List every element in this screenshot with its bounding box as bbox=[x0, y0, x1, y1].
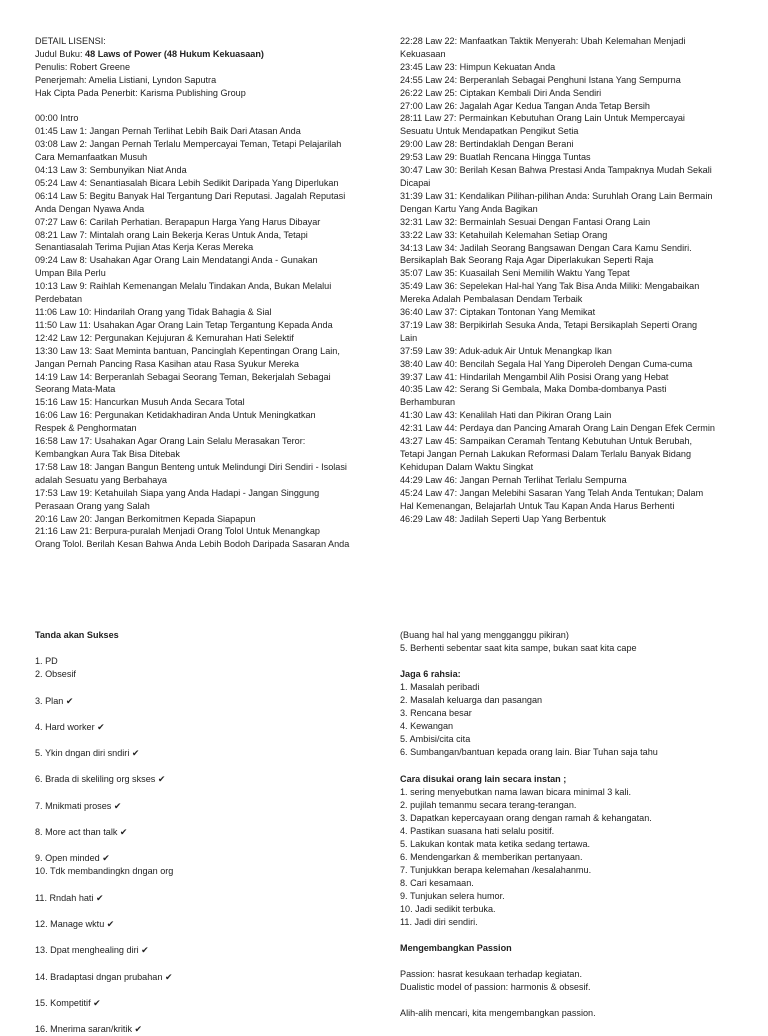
passion-model: Dualistic model of passion: harmonis & obsesif. bbox=[400, 982, 591, 993]
law-line: Senantiasalah Terima Pujian Atas Kerja Keras Mereka bbox=[35, 242, 254, 253]
law-line: 33:22 Law 33: Ketahuilah Kelemahan Setiap Orang bbox=[400, 229, 608, 240]
liked-item: 10. Jadi sedikit terbuka. bbox=[400, 903, 496, 914]
success-sign-item: 11. Rndah hati ✔ bbox=[35, 892, 104, 903]
law-line: Jangan Pernah Pancing Rasa Kasihan atau Rasa Syukur Mereka bbox=[35, 358, 299, 369]
law-line: 06:14 Law 5: Begitu Banyak Hal Tergantung Dari Reputasi. Jagalah Reputasi bbox=[35, 190, 346, 201]
law-line: 34:13 Law 34: Jadilah Seorang Bangsawan Dengan Cara Kamu Sendiri. bbox=[400, 242, 692, 253]
success-sign-item: 8. More act than talk ✔ bbox=[35, 827, 128, 838]
liked-item: 5. Lakukan kontak mata ketika sedang tertawa. bbox=[400, 838, 591, 849]
law-line: 23:45 Law 23: Himpun Kekuatan Anda bbox=[400, 61, 556, 72]
law-line: 30:47 Law 30: Berilah Kesan Bahwa Prestasi Anda Tampaknya Mudah Sekali bbox=[400, 165, 712, 176]
law-line: 09:24 Law 8: Usahakan Agar Orang Lain Mendatangi Anda - Gunakan bbox=[35, 255, 318, 266]
license-header: DETAIL LISENSI: bbox=[35, 36, 106, 46]
law-line: 11:50 Law 11: Usahakan Agar Orang Lain Tetap Tergantung Kepada Anda bbox=[35, 319, 333, 330]
liked-list bbox=[400, 786, 740, 929]
success-sign-item: 10. Tdk membandingkn dngan org bbox=[35, 866, 174, 877]
law-line: Dengan Kartu Yang Anda Bagikan bbox=[400, 203, 538, 214]
law-line: 14:19 Law 14: Berperanlah Sebagai Seorang Teman, Bekerjalah Sebagai bbox=[35, 371, 331, 382]
page1-right-column bbox=[400, 35, 740, 525]
law-line: 45:24 Law 47: Jangan Melebihi Sasaran Yang Telah Anda Tentukan; Dalam bbox=[400, 487, 704, 498]
law-line: Bersikaplah Bak Seorang Raja Agar Diperlakukan Seperti Raja bbox=[400, 255, 654, 266]
law-line: 16:58 Law 17: Usahakan Agar Orang Lain Selalu Merasakan Teror: bbox=[35, 436, 306, 447]
law-line: 31:39 Law 31: Kendalikan Pilihan-pilihan Anda: Suruhlah Orang Lain Bermain bbox=[400, 190, 713, 201]
passion-definition: Passion: hasrat kesukaan terhadap kegiatan. bbox=[400, 969, 582, 980]
secret-item: 4. Kewangan bbox=[400, 721, 454, 732]
success-sign-item: 13. Dpat menghealing diri ✔ bbox=[35, 945, 149, 956]
law-line: 22:28 Law 22: Manfaatkan Taktik Menyerah: Ubah Kelemahan Menjadi bbox=[400, 36, 686, 46]
law-line: Berhamburan bbox=[400, 397, 456, 408]
intro-lines bbox=[400, 629, 740, 655]
law-line: 36:40 Law 37: Ciptakan Tontonan Yang Memikat bbox=[400, 307, 596, 318]
law-line: 37:19 Law 38: Berpikirlah Sesuka Anda, Tetapi Bersikaplah Seperti Orang bbox=[400, 319, 698, 330]
law-line: 24:55 Law 24: Berperanlah Sebagai Penghuni Istana Yang Sempurna bbox=[400, 74, 681, 85]
secret-item: 3. Rencana besar bbox=[400, 708, 472, 719]
liked-item: 1. sering menyebutkan nama lawan bicara minimal 3 kali. bbox=[400, 786, 631, 797]
liked-item: 3. Dapatkan kepercayaan orang dengan ramah & kehangatan. bbox=[400, 812, 652, 823]
law-list-right bbox=[400, 35, 740, 525]
law-line: 41:30 Law 43: Kenalilah Hati dan Pikiran Orang Lain bbox=[400, 410, 612, 421]
success-sign-item: 7. Mnikmati proses ✔ bbox=[35, 800, 122, 811]
law-line: 03:08 Law 2: Jangan Pernah Terlalu Mempercayai Teman, Tetapi Pelajarilah bbox=[35, 139, 342, 150]
law-line: 08:21 Law 7: Mintalah orang Lain Bekerja Keras Untuk Anda, Tetapi bbox=[35, 229, 308, 240]
law-line: 10:13 Law 9: Raihlah Kemenangan Melalu Tindakan Anda, Bukan Melalui bbox=[35, 281, 332, 292]
success-signs-title: Tanda akan Sukses bbox=[35, 630, 119, 640]
law-line: Respek & Penghormatan bbox=[35, 423, 137, 434]
law-line: 35:07 Law 35: Kuasailah Seni Memilih Waktu Yang Tepat bbox=[400, 268, 630, 279]
liked-item: 7. Tunjukkan berapa kelemahan /kesalahanmu. bbox=[400, 864, 592, 875]
law-line: Umpan Bila Perlu bbox=[35, 268, 106, 279]
law-line: 16:06 Law 16: Pergunakan Ketidakhadiran Anda Untuk Meningkatkan bbox=[35, 410, 316, 421]
law-line: Seorang Mata-Mata bbox=[35, 384, 116, 395]
law-line: Anda Dengan Nyawa Anda bbox=[35, 203, 145, 214]
law-line: Sesuatu Untuk Mendapatkan Pengikut Setia bbox=[400, 126, 579, 137]
law-line: 29:00 Law 28: Bertindaklah Dengan Berani bbox=[400, 139, 574, 150]
success-sign-item: 5. Ykin dngan diri sndiri ✔ bbox=[35, 748, 140, 759]
success-sign-item: 3. Plan ✔ bbox=[35, 695, 74, 706]
success-sign-item: 2. Obsesif bbox=[35, 669, 76, 680]
law-line: Tetapi Jangan Pernah Lakukan Reformasi Dalam Terlalu Banyak Bidang bbox=[400, 449, 692, 459]
law-line: Cara Memanfaatkan Musuh bbox=[35, 152, 148, 163]
intro-line: (Buang hal hal yang mengganggu pikiran) bbox=[400, 630, 569, 640]
intro-line: 5. Berhenti sebentar saat kita sampe, bukan saat kita cape bbox=[400, 643, 637, 653]
law-line: 35:49 Law 36: Sepelekan Hal-hal Yang Tak Bisa Anda Miliki: Mengabaikan bbox=[400, 281, 700, 292]
law-line: 38:40 Law 40: Bencilah Segala Hal Yang Diperoleh Dengan Cuma-cuma bbox=[400, 358, 693, 369]
law-line: Dicapai bbox=[400, 177, 431, 188]
book-prefix: Judul Buku: bbox=[35, 48, 86, 59]
page2-right-column bbox=[400, 629, 740, 1020]
law-line: 20:16 Law 20: Jangan Berkomitmen Kepada Siapapun bbox=[35, 513, 256, 524]
law-line: Perdebatan bbox=[35, 294, 83, 305]
success-sign-item: 9. Open minded ✔ bbox=[35, 853, 110, 864]
success-signs-list bbox=[35, 642, 375, 1036]
law-line: Orang Tolol. Berilah Kesan Bahwa Anda Lebih Bodoh Daripada Sasaran Anda bbox=[35, 539, 350, 550]
law-line: 46:29 Law 48: Jadilah Seperti Uap Yang Berbentuk bbox=[400, 513, 606, 524]
liked-item: 11. Jadi diri sendiri. bbox=[400, 916, 478, 927]
book-title: 48 Laws of Power (48 Hukum Kekuasaan) bbox=[85, 48, 264, 59]
success-sign-item: 6. Brada di skeliling org skses ✔ bbox=[35, 774, 166, 785]
law-line: Mereka Adalah Pembalasan Dendam Terbaik bbox=[400, 294, 583, 305]
copyright-line: Hak Cipta Pada Penerbit: Karisma Publishing Group bbox=[35, 87, 246, 98]
law-line: 40:35 Law 42: Serang Si Gembala, Maka Domba-dombanya Pasti bbox=[400, 384, 667, 395]
law-line: 05:24 Law 4: Senantiasalah Bicara Lebih Sedikit Daripada Yang Diperlukan bbox=[35, 177, 339, 188]
secrets-list bbox=[400, 681, 740, 759]
liked-title: Cara disukai orang lain secara instan ; bbox=[400, 773, 567, 784]
law-line: 11:06 Law 10: Hindarilah Orang yang Tidak Bahagia & Sial bbox=[35, 307, 272, 318]
law-line: Kehidupan Dalam Waktu Singkat bbox=[400, 461, 534, 472]
success-sign-item: 15. Kompetitif ✔ bbox=[35, 997, 101, 1008]
author-line: Penulis: Robert Greene bbox=[35, 61, 131, 72]
success-sign-item: 4. Hard worker ✔ bbox=[35, 721, 105, 732]
liked-item: 8. Cari kesamaan. bbox=[400, 877, 474, 888]
law-line: Kekuasaan bbox=[400, 48, 446, 59]
law-line: 32:31 Law 32: Bermainlah Sesuai Dengan Fantasi Orang Lain bbox=[400, 216, 651, 227]
law-line: 00:00 Intro bbox=[35, 113, 79, 124]
liked-item: 2. pujilah temanmu secara terang-terangan. bbox=[400, 799, 577, 810]
page2-left-column bbox=[35, 629, 375, 1036]
law-line: 43:27 Law 45: Sampaikan Ceramah Tentang Kebutuhan Untuk Berubah, bbox=[400, 436, 693, 447]
law-line: Kembangkan Aura Tak Bisa Ditebak bbox=[35, 448, 180, 459]
passion-last: Alih-alih mencari, kita mengembangkan passion. bbox=[400, 1008, 596, 1019]
law-line: 07:27 Law 6: Carilah Perhatian. Berapapun Harga Yang Harus Dibayar bbox=[35, 216, 321, 227]
law-line: Hal Kemenangan, Belajarlah Untuk Tau Kapan Anda Harus Berhenti bbox=[400, 500, 675, 511]
law-line: 39:37 Law 41: Hindarilah Mengambil Alih Posisi Orang yang Hebat bbox=[400, 371, 669, 382]
law-line: adalah Sesuatu yang Berbahaya bbox=[35, 474, 167, 485]
success-sign-item: 16. Mnerima saran/kritik ✔ bbox=[35, 1024, 143, 1035]
law-line: 37:59 Law 39: Aduk-aduk Air Untuk Menangkap Ikan bbox=[400, 345, 612, 356]
law-line: Lain bbox=[400, 332, 418, 343]
law-line: 01:45 Law 1: Jangan Pernah Terlihat Lebih Baik Dari Atasan Anda bbox=[35, 126, 301, 137]
translator-line: Penerjemah: Amelia Listiani, Lyndon Saputra bbox=[35, 74, 217, 85]
law-line: 12:42 Law 12: Pergunakan Kejujuran & Kemurahan Hati Selektif bbox=[35, 332, 294, 343]
page1-left-column bbox=[35, 35, 375, 551]
law-line: 15:16 Law 15: Hancurkan Musuh Anda Secara Total bbox=[35, 397, 245, 408]
book-title-line bbox=[35, 48, 375, 61]
law-line: 28:11 Law 27: Permainkan Kebutuhan Orang Lain Untuk Mempercayai bbox=[400, 113, 685, 124]
law-line: 13:30 Law 13: Saat Meminta bantuan, Pancinglah Kepentingan Orang Lain, bbox=[35, 345, 340, 356]
secrets-title: Jaga 6 rahsia: bbox=[400, 669, 461, 680]
law-line: 44:29 Law 46: Jangan Pernah Terlihat Terlalu Sempurna bbox=[400, 474, 627, 485]
liked-item: 9. Tunjukan selera humor. bbox=[400, 890, 505, 901]
law-line: 04:13 Law 3: Sembunyikan Niat Anda bbox=[35, 165, 187, 176]
passion-title: Mengembangkan Passion bbox=[400, 942, 512, 953]
law-line: Perasaan Orang yang Salah bbox=[35, 500, 150, 511]
secret-item: 5. Ambisi/cita cita bbox=[400, 734, 471, 745]
law-line: 17:58 Law 18: Jangan Bangun Benteng untuk Melindungi Diri Sendiri - Isolasi bbox=[35, 461, 347, 472]
secret-item: 2. Masalah keluarga dan pasangan bbox=[400, 695, 543, 706]
law-line: 29:53 Law 29: Buatlah Rencana Hingga Tuntas bbox=[400, 152, 591, 163]
law-line: 17:53 Law 19: Ketahuilah Siapa yang Anda Hadapi - Jangan Singgung bbox=[35, 487, 320, 498]
success-sign-item: 12. Manage wktu ✔ bbox=[35, 918, 115, 929]
law-line: 42:31 Law 44: Perdaya dan Pancing Amarah Orang Lain Dengan Efek Cermin bbox=[400, 423, 715, 434]
liked-item: 4. Pastikan suasana hati selalu positif. bbox=[400, 825, 555, 836]
secret-item: 1. Masalah peribadi bbox=[400, 682, 480, 693]
law-line: 26:22 Law 25: Ciptakan Kembali Diri Anda Sendiri bbox=[400, 87, 602, 98]
law-list-left bbox=[35, 112, 375, 551]
secret-item: 6. Sumbangan/bantuan kepada orang lain. Biar Tuhan saja tahu bbox=[400, 747, 658, 758]
liked-item: 6. Mendengarkan & memberikan pertanyaan. bbox=[400, 851, 583, 862]
law-line: 21:16 Law 21: Berpura-puralah Menjadi Orang Tolol Untuk Menangkap bbox=[35, 526, 320, 537]
success-sign-item: 14. Bradaptasi dngan prubahan ✔ bbox=[35, 971, 173, 982]
success-sign-item: 1. PD bbox=[35, 656, 58, 667]
law-line: 27:00 Law 26: Jagalah Agar Kedua Tangan Anda Tetap Bersih bbox=[400, 100, 650, 111]
